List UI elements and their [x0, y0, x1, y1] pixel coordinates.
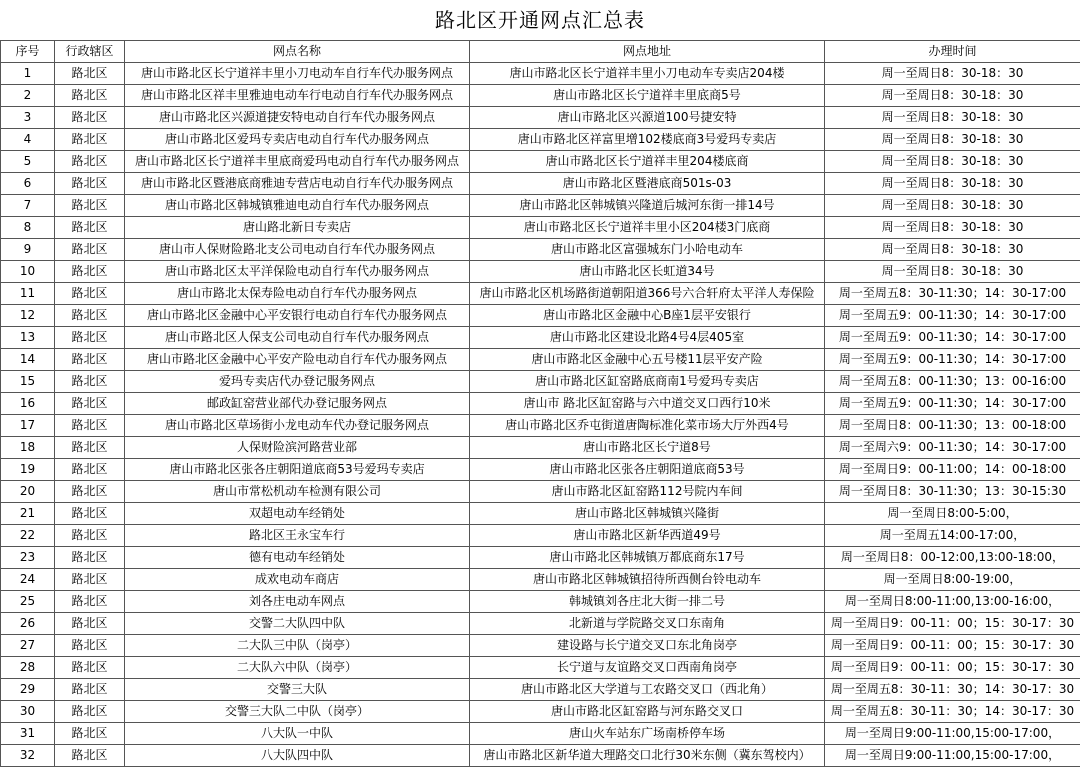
cell-district: 路北区 [55, 503, 125, 525]
header-office-hours: 办理时间 [825, 41, 1080, 63]
cell-district: 路北区 [55, 745, 125, 767]
cell-index: 29 [1, 679, 55, 701]
cell-office-hours: 周一至周五9：00-11:30；14：30-17:00 [825, 393, 1080, 415]
cell-office-hours: 周一至周日8：30-18：30 [825, 239, 1080, 261]
cell-outlet-address: 唐山市路北区韩城镇招待所西侧台铃电动车 [470, 569, 825, 591]
cell-outlet-name: 唐山市常松机动车检测有限公司 [125, 481, 470, 503]
table-row [1, 327, 1080, 349]
cell-outlet-address: 唐山市路北区长宁道祥丰里小区204楼3门底商 [470, 217, 825, 239]
cell-outlet-name: 唐山市路北区爱玛专卖店电动自行车代办服务网点 [125, 129, 470, 151]
cell-index: 32 [1, 745, 55, 767]
cell-district: 路北区 [55, 305, 125, 327]
cell-index: 22 [1, 525, 55, 547]
cell-index: 6 [1, 173, 55, 195]
cell-index: 5 [1, 151, 55, 173]
cell-office-hours: 周一至周日8：30-18：30 [825, 63, 1080, 85]
table-row [1, 195, 1080, 217]
table-row [1, 701, 1080, 723]
cell-district: 路北区 [55, 459, 125, 481]
cell-index: 17 [1, 415, 55, 437]
cell-outlet-name: 德有电动车经销处 [125, 547, 470, 569]
cell-outlet-name: 唐山市路北区草场街小龙电动车代办登记服务网点 [125, 415, 470, 437]
cell-index: 26 [1, 613, 55, 635]
cell-index: 16 [1, 393, 55, 415]
table-row [1, 349, 1080, 371]
cell-outlet-name: 人保财险滨河路营业部 [125, 437, 470, 459]
header-outlet-name: 网点名称 [125, 41, 470, 63]
cell-outlet-address: 唐山市路北区韩城镇兴隆道后城河东街一排14号 [470, 195, 825, 217]
table-row [1, 415, 1080, 437]
header-index: 序号 [1, 41, 55, 63]
cell-outlet-address: 唐山市路北区机场路街道朝阳道366号六合轩府太平洋人寿保险 [470, 283, 825, 305]
cell-outlet-address: 唐山市路北区祥富里增102楼底商3号爱玛专卖店 [470, 129, 825, 151]
cell-district: 路北区 [55, 129, 125, 151]
cell-office-hours: 周一至周日8：30-11:30；13：30-15:30 [825, 481, 1080, 503]
table-row [1, 613, 1080, 635]
table-header-row [1, 41, 1080, 63]
table-row [1, 107, 1080, 129]
table-row [1, 481, 1080, 503]
cell-outlet-address: 唐山市 路北区缸窑路与六中道交叉口西行10米 [470, 393, 825, 415]
cell-outlet-address: 唐山市路北区韩城镇万都底商东17号 [470, 547, 825, 569]
cell-outlet-name: 双超电动车经销处 [125, 503, 470, 525]
table-row [1, 679, 1080, 701]
cell-outlet-address: 唐山市路北区新华西道49号 [470, 525, 825, 547]
cell-index: 25 [1, 591, 55, 613]
cell-office-hours: 周一至周日8：00-11:30；13：00-18:00 [825, 415, 1080, 437]
cell-outlet-address: 建设路与长宁道交叉口东北角岗亭 [470, 635, 825, 657]
table-row [1, 371, 1080, 393]
cell-outlet-address: 唐山市路北区暨港底商501s-03 [470, 173, 825, 195]
table-row [1, 635, 1080, 657]
cell-index: 18 [1, 437, 55, 459]
table-row [1, 217, 1080, 239]
cell-index: 12 [1, 305, 55, 327]
cell-outlet-address: 唐山市路北区张各庄朝阳道底商53号 [470, 459, 825, 481]
cell-outlet-address: 唐山市路北区长虹道34号 [470, 261, 825, 283]
cell-outlet-name: 唐山市路北区人保支公司电动自行车代办服务网点 [125, 327, 470, 349]
cell-index: 15 [1, 371, 55, 393]
table-row [1, 261, 1080, 283]
table-row [1, 151, 1080, 173]
cell-index: 19 [1, 459, 55, 481]
cell-outlet-name: 八大队四中队 [125, 745, 470, 767]
cell-outlet-name: 二大队六中队（岗亭） [125, 657, 470, 679]
cell-index: 21 [1, 503, 55, 525]
cell-outlet-address: 唐山市路北区长宁道祥丰里小刀电动车专卖店204楼 [470, 63, 825, 85]
table-row [1, 459, 1080, 481]
outlets-table [0, 40, 1080, 767]
page-title: 路北区开通网点汇总表 [0, 0, 1080, 40]
cell-outlet-name: 唐山市路北区暨港底商雅迪专营店电动自行车代办服务网点 [125, 173, 470, 195]
cell-index: 4 [1, 129, 55, 151]
cell-outlet-address: 长宁道与友谊路交叉口西南角岗亭 [470, 657, 825, 679]
cell-outlet-address: 唐山市路北区缸窑路112号院内车间 [470, 481, 825, 503]
cell-outlet-address: 唐山市路北区韩城镇兴隆街 [470, 503, 825, 525]
cell-outlet-address: 唐山市路北区金融中心五号楼11层平安产险 [470, 349, 825, 371]
cell-outlet-address: 唐山市路北区大学道与工农路交叉口（西北角） [470, 679, 825, 701]
cell-outlet-name: 交警三大队 [125, 679, 470, 701]
cell-district: 路北区 [55, 723, 125, 745]
table-row [1, 85, 1080, 107]
cell-office-hours: 周一至周五14:00-17:00， [825, 525, 1080, 547]
cell-outlet-name: 邮政缸窑营业部代办登记服务网点 [125, 393, 470, 415]
cell-outlet-name: 唐山市人保财险路北支公司电动自行车代办服务网点 [125, 239, 470, 261]
cell-office-hours: 周一至周日8：30-18：30 [825, 151, 1080, 173]
cell-office-hours: 周一至周日9：00-11：00；15：30-17：30 [825, 613, 1080, 635]
cell-outlet-address: 唐山火车站东广场南桥停车场 [470, 723, 825, 745]
cell-outlet-name: 唐山市路北太保寿险电动自行车代办服务网点 [125, 283, 470, 305]
cell-district: 路北区 [55, 437, 125, 459]
cell-district: 路北区 [55, 349, 125, 371]
cell-district: 路北区 [55, 283, 125, 305]
cell-outlet-address: 唐山市路北区长宁道祥丰里204楼底商 [470, 151, 825, 173]
cell-district: 路北区 [55, 701, 125, 723]
table-row [1, 393, 1080, 415]
cell-outlet-name: 唐山市路北区张各庄朝阳道底商53号爱玛专卖店 [125, 459, 470, 481]
cell-outlet-name: 交警二大队四中队 [125, 613, 470, 635]
cell-outlet-name: 唐山市路北区祥丰里雅迪电动车行电动自行车代办服务网点 [125, 85, 470, 107]
cell-office-hours: 周一至周五8：30-11:30；14：30-17:00 [825, 283, 1080, 305]
cell-district: 路北区 [55, 261, 125, 283]
cell-district: 路北区 [55, 371, 125, 393]
cell-district: 路北区 [55, 173, 125, 195]
cell-district: 路北区 [55, 393, 125, 415]
cell-district: 路北区 [55, 569, 125, 591]
cell-outlet-address: 韩城镇刘各庄北大街一排二号 [470, 591, 825, 613]
cell-outlet-address: 唐山市路北区缸窑路底商南1号爱玛专卖店 [470, 371, 825, 393]
cell-outlet-name: 二大队三中队（岗亭） [125, 635, 470, 657]
table-row [1, 63, 1080, 85]
table-row [1, 305, 1080, 327]
cell-outlet-address: 唐山市路北区乔屯街道唐陶标准化菜市场大厅外西4号 [470, 415, 825, 437]
header-district: 行政辖区 [55, 41, 125, 63]
cell-outlet-name: 刘各庄电动车网点 [125, 591, 470, 613]
cell-index: 31 [1, 723, 55, 745]
cell-district: 路北区 [55, 635, 125, 657]
cell-outlet-name: 唐山市路北区太平洋保险电动自行车代办服务网点 [125, 261, 470, 283]
cell-office-hours: 周一至周五8：30-11：30；14：30-17：30 [825, 701, 1080, 723]
cell-outlet-name: 唐山市路北区金融中心平安银行电动自行车代办服务网点 [125, 305, 470, 327]
header-outlet-address: 网点地址 [470, 41, 825, 63]
table-row [1, 547, 1080, 569]
table-row [1, 503, 1080, 525]
cell-outlet-address: 唐山市路北区长宁道祥丰里底商5号 [470, 85, 825, 107]
table-row [1, 239, 1080, 261]
cell-district: 路北区 [55, 481, 125, 503]
cell-district: 路北区 [55, 85, 125, 107]
cell-office-hours: 周一至周日8：30-18：30 [825, 261, 1080, 283]
cell-index: 23 [1, 547, 55, 569]
cell-outlet-name: 八大队一中队 [125, 723, 470, 745]
cell-index: 3 [1, 107, 55, 129]
cell-district: 路北区 [55, 679, 125, 701]
cell-office-hours: 周一至周日9:00-11:00,15:00-17:00， [825, 745, 1080, 767]
cell-office-hours: 周一至周日9:00-11:00,15:00-17:00， [825, 723, 1080, 745]
cell-index: 14 [1, 349, 55, 371]
cell-office-hours: 周一至周日9：00-11：00；15：30-17：30 [825, 635, 1080, 657]
cell-index: 9 [1, 239, 55, 261]
cell-office-hours: 周一至周日8：30-18：30 [825, 107, 1080, 129]
cell-district: 路北区 [55, 657, 125, 679]
cell-district: 路北区 [55, 217, 125, 239]
cell-office-hours: 周一至周日8：30-18：30 [825, 195, 1080, 217]
table-row [1, 437, 1080, 459]
cell-district: 路北区 [55, 63, 125, 85]
table-row [1, 283, 1080, 305]
cell-index: 11 [1, 283, 55, 305]
cell-district: 路北区 [55, 239, 125, 261]
table-row [1, 723, 1080, 745]
table-row [1, 525, 1080, 547]
cell-outlet-name: 唐山市路北区兴源道捷安特电动自行车代办服务网点 [125, 107, 470, 129]
cell-district: 路北区 [55, 195, 125, 217]
cell-outlet-name: 唐山市路北区长宁道祥丰里小刀电动车自行车代办服务网点 [125, 63, 470, 85]
cell-office-hours: 周一至周日8:00-19:00， [825, 569, 1080, 591]
cell-index: 10 [1, 261, 55, 283]
cell-outlet-address: 唐山市路北区缸窑路与河东路交叉口 [470, 701, 825, 723]
cell-office-hours: 周一至周日8：30-18：30 [825, 129, 1080, 151]
cell-office-hours: 周一至周日8:00-11:00,13:00-16:00， [825, 591, 1080, 613]
cell-outlet-address: 唐山市路北区建设北路4号4层405室 [470, 327, 825, 349]
cell-office-hours: 周一至周日8：30-18：30 [825, 217, 1080, 239]
cell-office-hours: 周一至周日8：30-18：30 [825, 173, 1080, 195]
cell-district: 路北区 [55, 151, 125, 173]
table-row [1, 591, 1080, 613]
table-row [1, 657, 1080, 679]
cell-outlet-name: 成欢电动车商店 [125, 569, 470, 591]
cell-office-hours: 周一至周日9：00-11:00；14：00-18:00 [825, 459, 1080, 481]
cell-district: 路北区 [55, 415, 125, 437]
table-row [1, 173, 1080, 195]
cell-district: 路北区 [55, 327, 125, 349]
cell-index: 13 [1, 327, 55, 349]
cell-office-hours: 周一至周日8：30-18：30 [825, 85, 1080, 107]
cell-district: 路北区 [55, 107, 125, 129]
cell-outlet-address: 唐山市路北区富强城东门小哈电动车 [470, 239, 825, 261]
cell-district: 路北区 [55, 525, 125, 547]
cell-district: 路北区 [55, 547, 125, 569]
cell-office-hours: 周一至周五8：30-11：30；14：30-17：30 [825, 679, 1080, 701]
cell-index: 28 [1, 657, 55, 679]
cell-index: 30 [1, 701, 55, 723]
cell-outlet-address: 唐山市路北区兴源道100号捷安特 [470, 107, 825, 129]
cell-outlet-name: 爱玛专卖店代办登记服务网点 [125, 371, 470, 393]
cell-office-hours: 周一至周日8：00-12:00,13:00-18:00， [825, 547, 1080, 569]
cell-office-hours: 周一至周五9：00-11:30；14：30-17:00 [825, 327, 1080, 349]
cell-outlet-address: 唐山市路北区金融中心B座1层平安银行 [470, 305, 825, 327]
cell-index: 20 [1, 481, 55, 503]
cell-office-hours: 周一至周日8:00-5:00， [825, 503, 1080, 525]
cell-outlet-name: 唐山市路北区韩城镇雅迪电动自行车代办服务网点 [125, 195, 470, 217]
cell-outlet-address: 唐山市路北区新华道大理路交口北行30米东侧（冀东驾校内） [470, 745, 825, 767]
cell-office-hours: 周一至周六9：00-11:30；14：30-17:00 [825, 437, 1080, 459]
cell-outlet-name: 交警三大队二中队（岗亭） [125, 701, 470, 723]
cell-index: 27 [1, 635, 55, 657]
cell-index: 1 [1, 63, 55, 85]
cell-office-hours: 周一至周五8：00-11:30；13：00-16:00 [825, 371, 1080, 393]
cell-district: 路北区 [55, 591, 125, 613]
cell-office-hours: 周一至周五9：00-11:30；14：30-17:00 [825, 305, 1080, 327]
cell-office-hours: 周一至周五9：00-11:30；14：30-17:00 [825, 349, 1080, 371]
cell-index: 7 [1, 195, 55, 217]
cell-outlet-name: 唐山路北新日专卖店 [125, 217, 470, 239]
cell-index: 24 [1, 569, 55, 591]
cell-index: 2 [1, 85, 55, 107]
cell-outlet-name: 唐山市路北区金融中心平安产险电动自行车代办服务网点 [125, 349, 470, 371]
cell-outlet-name: 唐山市路北区长宁道祥丰里底商爱玛电动自行车代办服务网点 [125, 151, 470, 173]
cell-office-hours: 周一至周日9：00-11：00；15：30-17：30 [825, 657, 1080, 679]
table-row [1, 569, 1080, 591]
cell-district: 路北区 [55, 613, 125, 635]
cell-outlet-address: 唐山市路北区长宁道8号 [470, 437, 825, 459]
cell-outlet-address: 北新道与学院路交叉口东南角 [470, 613, 825, 635]
cell-outlet-name: 路北区王永宝车行 [125, 525, 470, 547]
table-row [1, 745, 1080, 767]
cell-index: 8 [1, 217, 55, 239]
table-row [1, 129, 1080, 151]
